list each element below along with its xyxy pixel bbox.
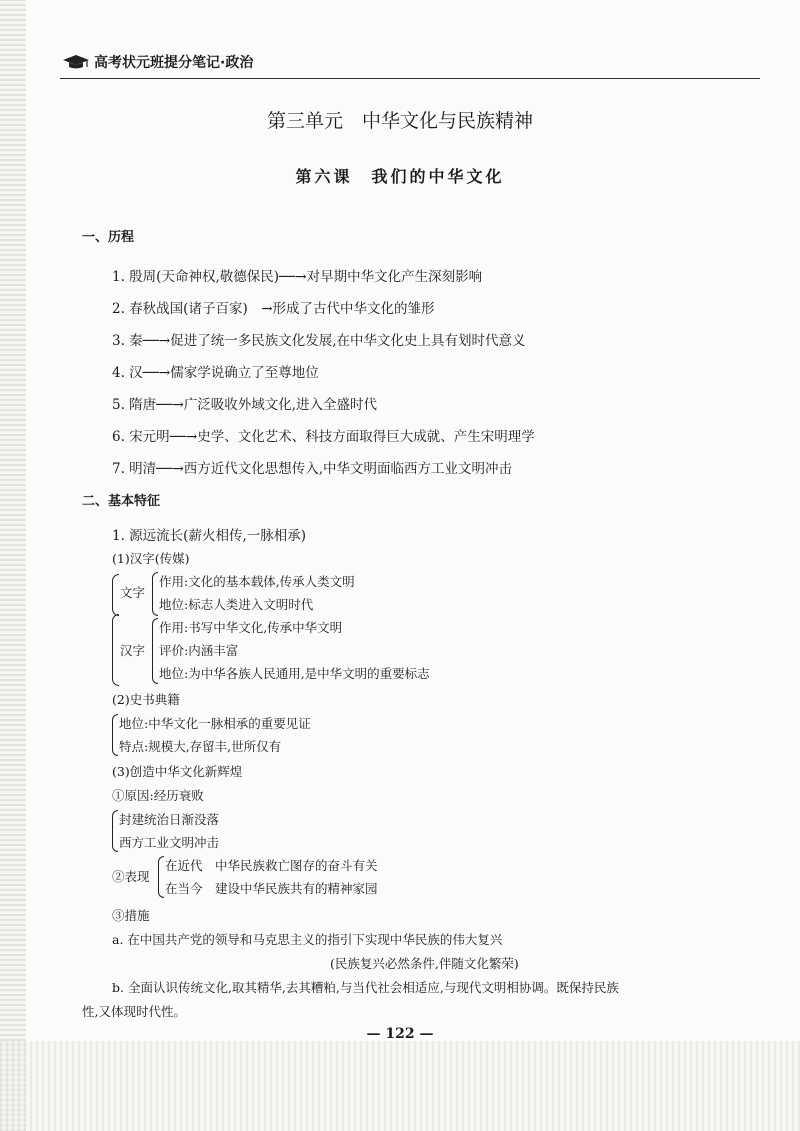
history-item-5: 5. 隋唐──→广泛吸收外域文化,进入全盛时代 — [112, 397, 378, 413]
feature-item-1: 1. 源远流长(薪火相传,一脉相承) — [112, 528, 306, 544]
section-heading-features: 二、基本特征 — [82, 494, 161, 509]
hanzi-label: 汉字 — [120, 643, 146, 658]
cause-line-1: 封建统治日渐没落 — [119, 812, 220, 827]
hanzi-line-3: 地位:为中华各族人民通用,是中华文明的重要标志 — [159, 666, 430, 681]
history-item-1: 1. 殷周(天命神权,敬德保民)──→对早期中华文化产生深刻影响 — [112, 269, 483, 285]
brace-wenzi — [112, 574, 119, 616]
header-rule — [60, 78, 760, 79]
hanzi-line-2: 评价:内涵丰富 — [159, 643, 239, 658]
wenzi-label: 文字 — [120, 585, 146, 600]
sub-heading-new-glory: (3)创造中华文化新辉煌 — [112, 764, 243, 779]
performance-line-2: 在当今 建设中华民族共有的精神家园 — [165, 881, 378, 896]
scan-edge-bottom — [0, 1041, 800, 1131]
history-item-7: 7. 明清──→西方近代文化思想传入,中华文明面临西方工业文明冲击 — [112, 461, 513, 477]
brace-wenzi-inner — [152, 572, 158, 616]
wenzi-line-2: 地位:标志人类进入文明时代 — [159, 597, 314, 612]
section-heading-history: 一、历程 — [82, 230, 135, 245]
history-item-6: 6. 宋元明──→史学、文化艺术、科技方面取得巨大成就、产生宋明理学 — [112, 429, 535, 445]
cause-label: ①原因:经历衰败 — [112, 788, 204, 803]
measure-a: a. 在中国共产党的领导和马克思主义的指引下实现中华民族的伟大复兴 — [112, 932, 503, 947]
page-number: — 122 — — [366, 1026, 434, 1042]
brace-shishu — [112, 714, 118, 756]
shishu-line-2: 特点:规模大,存留丰,世所仅有 — [119, 739, 282, 754]
unit-title: 第三单元 中华文化与民族精神 — [266, 110, 533, 132]
brace-causes — [112, 810, 118, 852]
sub-heading-hanzi: (1)汉字(传媒) — [112, 551, 190, 566]
performance-label: ②表现 — [112, 869, 150, 884]
brace-performance — [158, 856, 164, 898]
history-item-4: 4. 汉──→儒家学说确立了至尊地位 — [112, 365, 319, 381]
history-item-3: 3. 秦──→促进了统一多民族文化发展,在中华文化史上具有划时代意义 — [112, 333, 526, 349]
history-item-2: 2. 春秋战国(诸子百家) →形成了古代中华文化的雏形 — [112, 301, 435, 317]
measure-a-note: (民族复兴必然条件,伴随文化繁荣) — [330, 956, 519, 971]
wenzi-line-1: 作用:文化的基本载体,传承人类文明 — [159, 574, 355, 589]
graduation-cap-icon — [62, 54, 90, 70]
shishu-line-1: 地位:中华文化一脉相承的重要见证 — [119, 716, 311, 731]
performance-line-1: 在近代 中华民族救亡图存的奋斗有关 — [165, 858, 378, 873]
measure-b-line-1: b. 全面认识传统文化,取其精华,去其糟粕,与当代社会相适应,与现代文明相协调。既保持民族 — [112, 980, 619, 995]
header-title: 高考状元班提分笔记·政治 — [94, 55, 254, 71]
running-header — [62, 52, 253, 72]
brace-hanzi — [112, 614, 119, 686]
cause-line-2: 西方工业文明冲击 — [119, 835, 220, 850]
measure-label: ③措施 — [112, 908, 150, 923]
hanzi-line-1: 作用:书写中华文化,传承中华文明 — [159, 620, 343, 635]
sub-heading-shishu: (2)史书典籍 — [112, 692, 180, 707]
lesson-title: 第六课 我们的中华文化 — [295, 167, 505, 186]
brace-hanzi-inner — [152, 618, 158, 684]
measure-b-line-2: 性,又体现时代性。 — [82, 1004, 186, 1019]
